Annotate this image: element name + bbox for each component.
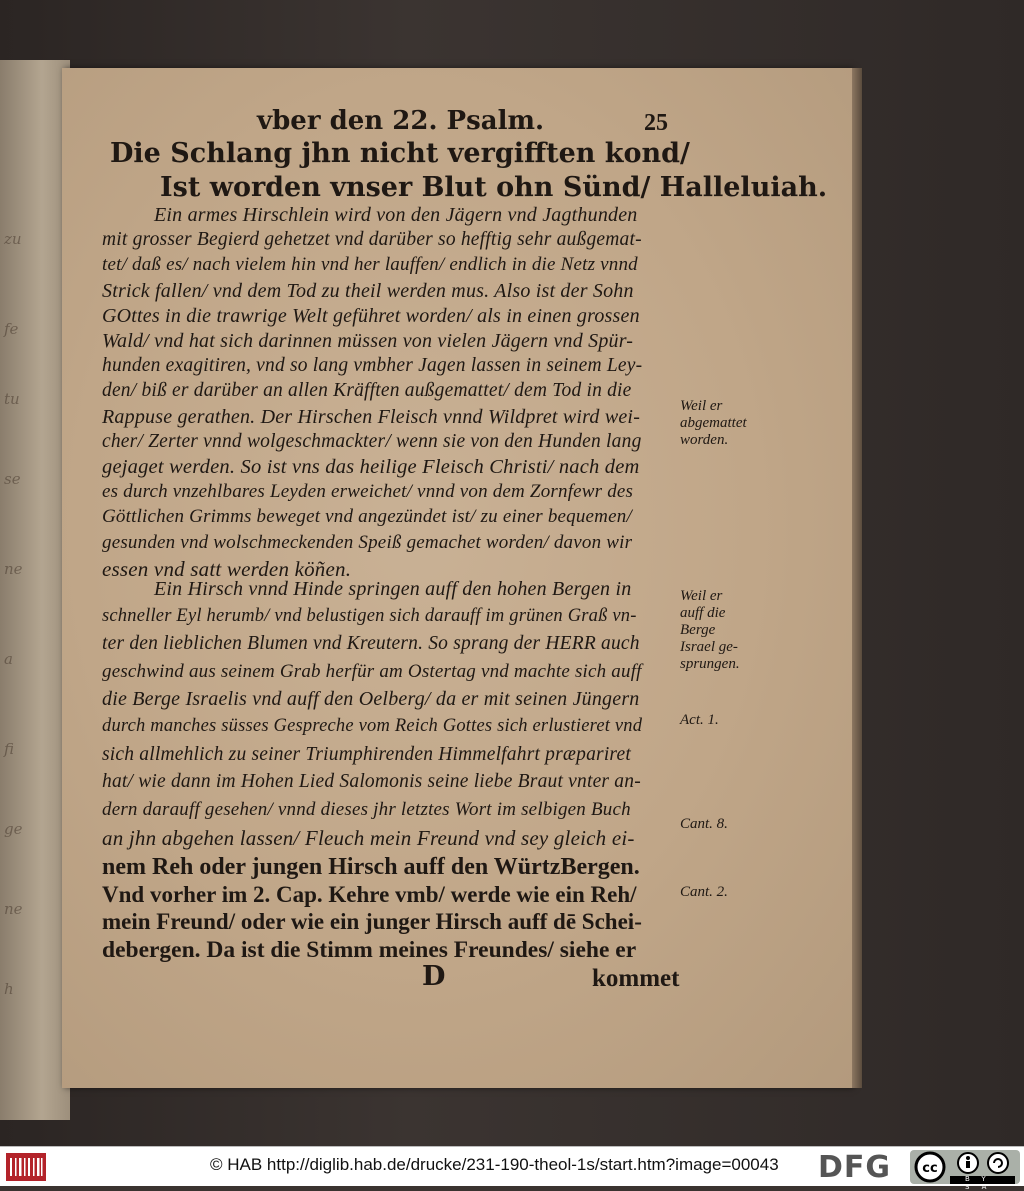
book-page bbox=[62, 68, 852, 1088]
text-line: essen vnd satt werden köñen. bbox=[102, 556, 352, 581]
text-line: gejaget werden. So ist vns das heilige Fleisch Christi/ nach dem bbox=[102, 456, 640, 478]
text-line: gesunden vnd wolschmeckenden Speiß gemachet worden/ davon wir bbox=[102, 531, 633, 553]
text-line: durch manches süsses Gespreche vom Reich Gottes sich erlustieret vnd bbox=[102, 716, 643, 736]
text-line: hat/ wie dann im Hohen Lied Salomonis seine liebe Braut vnter an- bbox=[102, 771, 641, 793]
hymn-line: Ist worden vnser Blut ohn Sünd/ Halleluiah. bbox=[160, 172, 828, 203]
ghost-letter: zu bbox=[4, 230, 22, 248]
signature-mark: D bbox=[422, 961, 446, 992]
margin-note: Cant. 8. bbox=[680, 816, 728, 832]
page-edge bbox=[852, 68, 862, 1088]
text-line: es durch vnzehlbares Leyden erweichet/ vnnd von dem Zornfewr des bbox=[102, 481, 634, 503]
catchword: kommet bbox=[592, 965, 680, 992]
text-line: sich allmehlich zu seiner Triumphirenden Himmelfahrt præpariret bbox=[102, 743, 631, 765]
text-line: Ein Hirsch vnnd Hinde springen auff den hohen Bergen in bbox=[154, 578, 632, 600]
ghost-letter: fe bbox=[4, 320, 19, 338]
text-line: mit grosser Begierd gehetzet vnd darüber so hefftig sehr außgemat- bbox=[102, 229, 642, 251]
text-line: hunden exagitiren, vnd so lang vmbher Jagen lassen in seinem Ley- bbox=[102, 355, 643, 377]
ghost-letter: ne bbox=[4, 560, 23, 578]
text-line: Wald/ vnd hat sich darinnen müssen von vielen Jägern vnd Spür- bbox=[102, 330, 634, 352]
text-line: nem Reh oder jungen Hirsch auff den WürtzBergen. bbox=[102, 854, 640, 880]
adjacent-page-edge bbox=[0, 60, 70, 1120]
copyright-url[interactable]: © HAB http://diglib.hab.de/drucke/231-190-theol-1s/start.htm?image=00043 bbox=[210, 1155, 779, 1174]
text-line: Ein armes Hirschlein wird von den Jägern vnd Jagthunden bbox=[154, 204, 638, 226]
text-line: mein Freund/ oder wie ein junger Hirsch auff dē Schei- bbox=[102, 909, 642, 935]
text-line: Strick fallen/ vnd dem Tod zu theil werden mus. Also ist der Sohn bbox=[102, 279, 634, 302]
text-line: die Berge Israelis vnd auff den Oelberg/ da er mit seinen Jüngern bbox=[102, 688, 640, 711]
text-line: Rappuse gerathen. Der Hirschen Fleisch vnnd Wildpret wird wei- bbox=[102, 405, 641, 428]
text-line: GOttes in die trawrige Welt geführet worden/ als in einen grossen bbox=[102, 304, 640, 327]
margin-note: Weil er auff die Berge Israel ge- sprungen. bbox=[680, 588, 740, 672]
margin-note: Cant. 2. bbox=[680, 884, 728, 900]
ghost-letter: tu bbox=[4, 390, 20, 408]
ghost-letter: h bbox=[4, 980, 14, 998]
ghost-letter: se bbox=[4, 470, 21, 488]
running-head: vber den 22. Psalm. bbox=[257, 106, 545, 136]
ghost-letter: fi bbox=[4, 740, 15, 758]
cc-license-badge[interactable] bbox=[910, 1150, 1020, 1191]
text-line: den/ biß er darüber an allen Kräfften außgemattet/ dem Tod in die bbox=[102, 380, 632, 402]
hymn-line: Die Schlang jhn nicht vergifften kond/ bbox=[110, 138, 690, 169]
dfg-logo: DFG bbox=[818, 1150, 892, 1185]
text-line: dern darauff gesehen/ vnnd dieses jhr letztes Wort im selbigen Buch bbox=[102, 798, 631, 820]
text-line: tet/ daß es/ nach vielem hin vnd her lauffen/ endlich in die Netz vnnd bbox=[102, 254, 638, 276]
svg-text:cc: cc bbox=[922, 1161, 938, 1176]
text-line: debergen. Da ist die Stimm meines Freundes/ siehe er bbox=[102, 936, 637, 963]
text-line: an jhn abgehen lassen/ Fleuch mein Freund vnd sey gleich ei- bbox=[102, 826, 635, 851]
viewer-footer bbox=[0, 1146, 1024, 1191]
barcode-logo-icon bbox=[6, 1153, 46, 1181]
text-line: cher/ Zerter vnnd wolgeschmackter/ wenn sie von den Hunden lang bbox=[102, 430, 642, 452]
text-line: Vnd vorher im 2. Cap. Kehre vmb/ werde wie ein Reh/ bbox=[102, 881, 637, 907]
text-line: Göttlichen Grimms beweget vnd angezündet ist/ zu einer bequemen/ bbox=[102, 506, 632, 528]
text-line: schneller Eyl herumb/ vnd belustigen sich darauff im grünen Graß vn- bbox=[102, 605, 637, 626]
page-number: 25 bbox=[644, 110, 668, 136]
ghost-letter: ge bbox=[4, 820, 23, 838]
margin-note: Weil er abgemattet worden. bbox=[680, 398, 747, 448]
cc-badge-label: BY SA bbox=[965, 1175, 999, 1191]
margin-note: Act. 1. bbox=[680, 712, 719, 728]
ghost-letter: a bbox=[4, 650, 13, 668]
ghost-letter: ne bbox=[4, 900, 23, 918]
text-line: ter den lieblichen Blumen vnd Kreutern. So sprang der HERR auch bbox=[102, 633, 640, 655]
text-line: geschwind aus seinem Grab herfür am Ostertag vnd machte sich auff bbox=[102, 660, 642, 682]
